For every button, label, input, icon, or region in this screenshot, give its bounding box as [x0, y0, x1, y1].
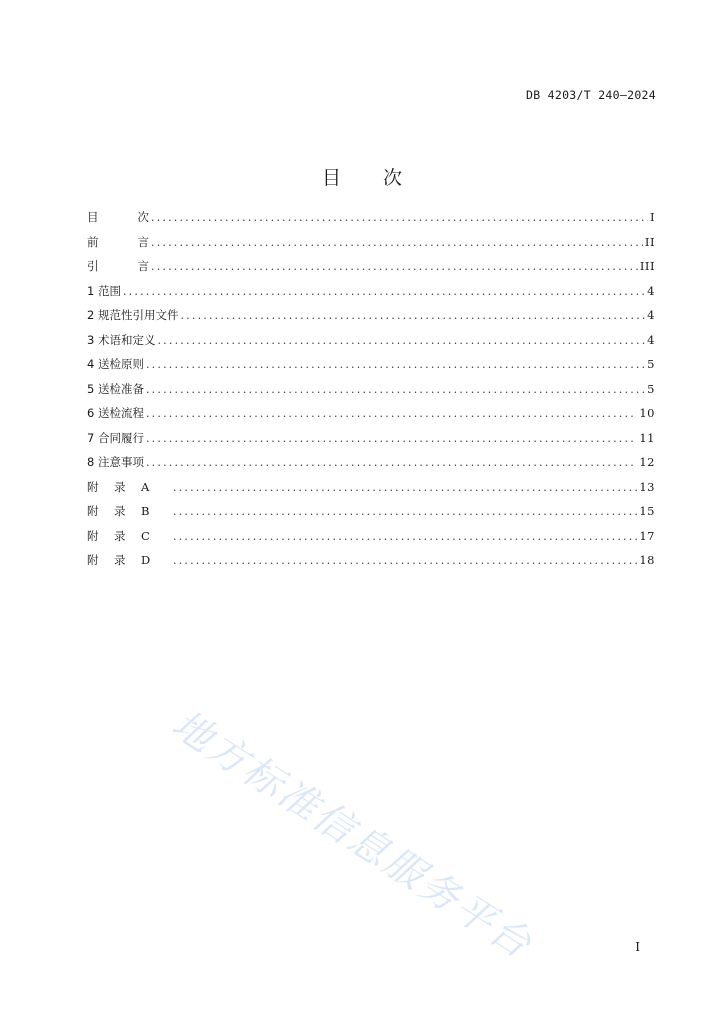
toc-entry-foreword[interactable] [87, 232, 655, 257]
toc-leader-dots [146, 404, 637, 424]
toc-entry-label: 7 合同履行 [87, 430, 144, 445]
title-char-1: 目 [321, 166, 341, 189]
toc-entry-label: 8 注意事项 [87, 455, 144, 469]
toc-entry-label: 4 送检原则 [87, 357, 144, 371]
toc-entry-section-3[interactable] [87, 330, 655, 355]
toc-entry-label: 附 录 D [87, 553, 151, 567]
toc-entry-label: 5 送检准备 [87, 381, 144, 396]
toc-entry-section-1[interactable] [87, 281, 655, 306]
toc-entry-section-4[interactable] [87, 354, 655, 379]
toc-entry-page: 18 [639, 553, 655, 567]
table-of-contents [87, 207, 655, 575]
page-number: I [635, 940, 640, 954]
toc-entry-section-5[interactable] [87, 379, 655, 404]
watermark: 地方标准信息服务平台 [163, 702, 541, 969]
toc-entry-contents[interactable] [87, 207, 655, 232]
toc-entry-page: III [639, 259, 655, 273]
toc-entry-label: 目 次 [87, 210, 149, 224]
toc-entry-label: 3 术语和定义 [87, 332, 156, 347]
toc-entry-label: 2 规范性引用文件 [87, 308, 179, 322]
toc-leader-dots [146, 380, 645, 400]
toc-entry-introduction[interactable] [87, 256, 655, 281]
toc-entry-page: 4 [647, 332, 655, 347]
toc-entry-page: 15 [639, 504, 655, 518]
toc-entry-page: 11 [639, 430, 655, 445]
toc-entry-label: 引 言 [87, 259, 149, 273]
toc-leader-dots [146, 453, 637, 473]
toc-leader-dots [123, 282, 645, 302]
toc-leader-dots [146, 429, 637, 449]
toc-entry-page: 5 [647, 381, 655, 396]
toc-entry-section-6[interactable] [87, 403, 655, 428]
toc-leader-dots [151, 208, 648, 228]
toc-entry-label: 前 言 [87, 234, 149, 249]
toc-entry-page: 4 [647, 283, 655, 298]
toc-entry-label: 附 录 B [87, 504, 150, 518]
toc-leader-dots [173, 551, 637, 571]
toc-entry-section-8[interactable] [87, 452, 655, 477]
toc-entry-label: 6 送检流程 [87, 406, 144, 420]
toc-entry-label: 附 录 C [87, 528, 150, 543]
toc-entry-page: 5 [647, 357, 655, 371]
toc-entry-page: 13 [639, 479, 655, 494]
toc-entry-section-2[interactable] [87, 305, 655, 330]
toc-entry-appendix-b[interactable] [87, 501, 655, 526]
toc-entry-appendix-d[interactable] [87, 550, 655, 575]
toc-leader-dots [151, 257, 638, 277]
toc-entry-page: 10 [639, 406, 655, 420]
toc-entry-page: I [649, 210, 655, 224]
toc-leader-dots [146, 355, 645, 375]
toc-leader-dots [157, 331, 645, 351]
toc-entry-page: 12 [639, 455, 655, 469]
toc-entry-appendix-c[interactable] [87, 526, 655, 551]
toc-entry-appendix-a[interactable] [87, 477, 655, 502]
toc-entry-label: 附 录 A [87, 479, 150, 494]
toc-entry-page: 4 [647, 308, 655, 322]
toc-entry-label: 1 范围 [87, 283, 121, 298]
document-code: DB 4203/T 240—2024 [525, 88, 656, 102]
toc-leader-dots [173, 527, 637, 547]
toc-leader-dots [151, 233, 643, 253]
toc-entry-page: II [644, 234, 655, 249]
toc-leader-dots [173, 502, 637, 522]
page-title [0, 163, 724, 190]
toc-leader-dots [173, 478, 637, 498]
toc-leader-dots [180, 306, 645, 326]
toc-entry-section-7[interactable] [87, 428, 655, 453]
toc-entry-page: 17 [639, 528, 655, 543]
title-char-2: 次 [383, 166, 403, 189]
